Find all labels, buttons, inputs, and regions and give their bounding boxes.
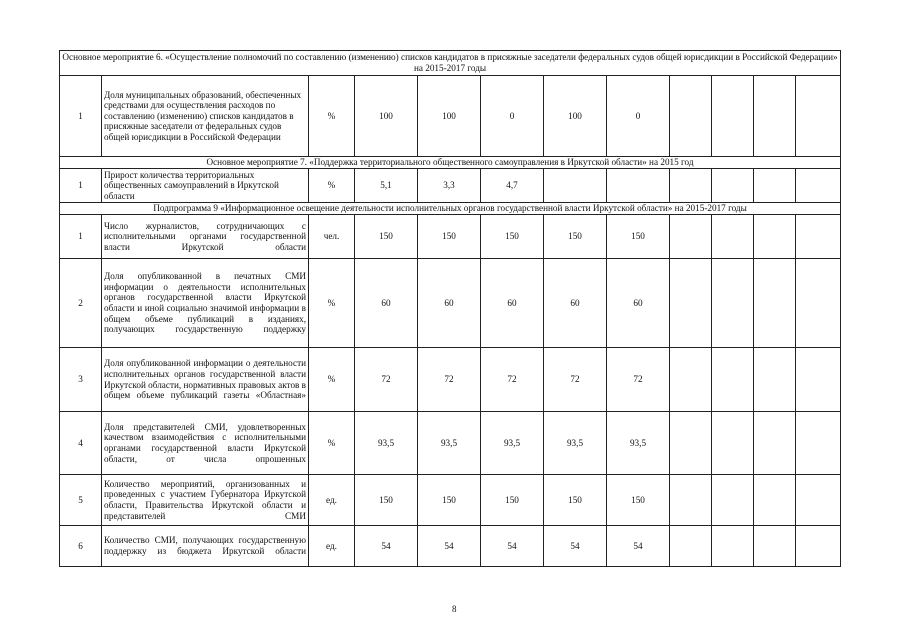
empty-cell [754, 412, 796, 475]
empty-cell [754, 348, 796, 412]
empty-cell [796, 76, 841, 157]
empty-cell [670, 169, 712, 203]
indicator-name: Количество СМИ, получающих государственную поддержку из бюджета Иркутской области [102, 526, 309, 567]
value-cell: 150 [481, 475, 544, 526]
value-cell: 0 [607, 76, 670, 157]
empty-cell [754, 215, 796, 259]
indicators-table [59, 50, 841, 567]
empty-cell [712, 259, 754, 348]
empty-cell [796, 169, 841, 203]
value-cell: 54 [544, 526, 607, 567]
value-cell: 72 [544, 348, 607, 412]
value-cell: 5,1 [355, 169, 418, 203]
value-cell: 54 [607, 526, 670, 567]
unit-cell: % [309, 259, 355, 348]
value-cell: 100 [418, 76, 481, 157]
value-cell: 4,7 [481, 169, 544, 203]
empty-cell [712, 215, 754, 259]
value-cell: 60 [607, 259, 670, 348]
value-cell: 60 [481, 259, 544, 348]
value-cell: 54 [355, 526, 418, 567]
section-header-row [60, 203, 841, 215]
value-cell [544, 169, 607, 203]
empty-cell [796, 475, 841, 526]
empty-cell [754, 526, 796, 567]
indicator-name: Число журналистов, сотрудничающих с исполнительными органами государственной власти Иркутской области [102, 215, 309, 259]
value-cell: 72 [481, 348, 544, 412]
empty-cell [712, 76, 754, 157]
value-cell: 72 [607, 348, 670, 412]
value-cell: 93,5 [607, 412, 670, 475]
indicator-name: Доля опубликованной информации о деятельности исполнительных органов государственной власти Иркутской области, нормативных правовых актов в общем объеме публикаций газеты «Областная» [102, 348, 309, 412]
row-number: 2 [60, 259, 102, 348]
table-row [60, 526, 841, 567]
empty-cell [796, 348, 841, 412]
indicator-name: Доля опубликованной в печатных СМИ информации о деятельности исполнительных органов государственной власти Иркутской области и иной социально значимой информации в общем объеме публикаций в изданиях, получающих государственную поддержку [102, 259, 309, 348]
table-row [60, 259, 841, 348]
value-cell: 93,5 [418, 412, 481, 475]
row-number: 1 [60, 169, 102, 203]
value-cell: 93,5 [481, 412, 544, 475]
unit-cell: % [309, 412, 355, 475]
empty-cell [712, 348, 754, 412]
indicator-name: Доля представителей СМИ, удовлетворенных качеством взаимодействия с исполнительными органами государственной власти Иркутской области, от числа опрошенных [102, 412, 309, 475]
value-cell [607, 169, 670, 203]
table-row [60, 76, 841, 157]
empty-cell [670, 259, 712, 348]
row-number: 3 [60, 348, 102, 412]
value-cell: 150 [607, 215, 670, 259]
empty-cell [754, 475, 796, 526]
indicator-name: Количество мероприятий, организованных и проведенных с участием Губернатора Иркутской области, Правительства Иркутской области и представителей СМИ [102, 475, 309, 526]
empty-cell [670, 215, 712, 259]
unit-cell: % [309, 76, 355, 157]
indicator-name: Доля муниципальных образований, обеспеченных средствами для осуществления расходов по составлению (изменению) списков кандидатов в присяжные заседатели от федеральных судов общей юрисдикции в Российской Федерации [102, 76, 309, 157]
section-title-9: Подпрограмма 9 «Информационное освещение деятельности исполнительных органов государственной власти Иркутской области» на 2015-2017 годы [60, 203, 841, 215]
empty-cell [670, 412, 712, 475]
value-cell: 3,3 [418, 169, 481, 203]
empty-cell [670, 526, 712, 567]
table-row [60, 412, 841, 475]
empty-cell [712, 412, 754, 475]
empty-cell [796, 526, 841, 567]
value-cell: 72 [418, 348, 481, 412]
value-cell: 93,5 [355, 412, 418, 475]
value-cell: 100 [355, 76, 418, 157]
value-cell: 150 [544, 215, 607, 259]
table-row [60, 475, 841, 526]
value-cell: 60 [418, 259, 481, 348]
value-cell: 100 [544, 76, 607, 157]
row-number: 4 [60, 412, 102, 475]
empty-cell [754, 76, 796, 157]
section-header-row [60, 51, 841, 76]
table-row [60, 348, 841, 412]
value-cell: 54 [481, 526, 544, 567]
table-row [60, 215, 841, 259]
unit-cell: ед. [309, 526, 355, 567]
value-cell: 60 [544, 259, 607, 348]
row-number: 5 [60, 475, 102, 526]
empty-cell [796, 215, 841, 259]
unit-cell: % [309, 348, 355, 412]
value-cell: 60 [355, 259, 418, 348]
empty-cell [712, 526, 754, 567]
indicator-name: Прирост количества территориальных общественных самоуправлений в Иркутской области [102, 169, 309, 203]
unit-cell: чел. [309, 215, 355, 259]
value-cell: 150 [355, 475, 418, 526]
empty-cell [712, 169, 754, 203]
value-cell: 150 [544, 475, 607, 526]
value-cell: 93,5 [544, 412, 607, 475]
empty-cell [712, 475, 754, 526]
row-number: 1 [60, 215, 102, 259]
page-number: 8 [452, 604, 457, 614]
value-cell: 150 [481, 215, 544, 259]
value-cell: 72 [355, 348, 418, 412]
table-row [60, 169, 841, 203]
empty-cell [754, 259, 796, 348]
value-cell: 150 [418, 215, 481, 259]
section-title-7: Основное мероприятие 7. «Поддержка территориального общественного самоуправления в Иркутской области» на 2015 год [60, 157, 841, 169]
row-number: 6 [60, 526, 102, 567]
section-header-row [60, 157, 841, 169]
empty-cell [670, 475, 712, 526]
row-number: 1 [60, 76, 102, 157]
value-cell: 54 [418, 526, 481, 567]
empty-cell [796, 259, 841, 348]
value-cell: 150 [607, 475, 670, 526]
value-cell: 150 [418, 475, 481, 526]
unit-cell: ед. [309, 475, 355, 526]
unit-cell: % [309, 169, 355, 203]
empty-cell [754, 169, 796, 203]
empty-cell [670, 348, 712, 412]
section-title-6: Основное мероприятие 6. «Осуществление полномочий по составлению (изменению) списков кандидатов в присяжные заседатели федеральных судов общей юрисдикции в Российской Федерации» на 2015-2017 годы [60, 51, 841, 76]
empty-cell [670, 76, 712, 157]
value-cell: 150 [355, 215, 418, 259]
empty-cell [796, 412, 841, 475]
value-cell: 0 [481, 76, 544, 157]
